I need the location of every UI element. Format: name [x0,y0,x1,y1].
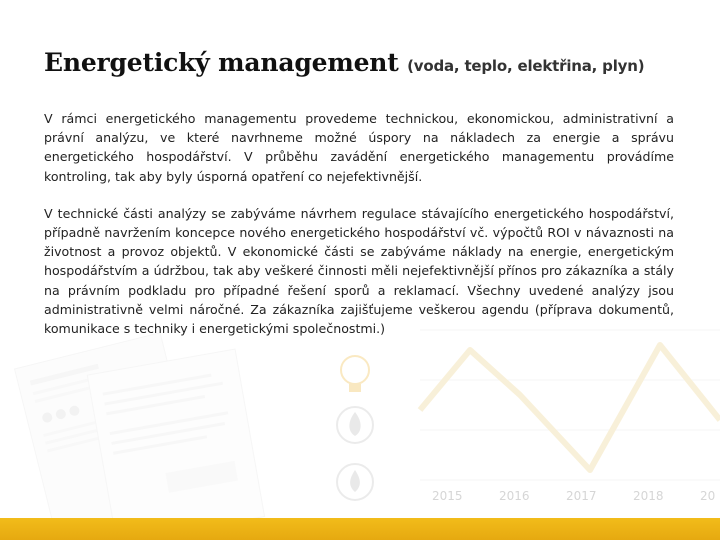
water-drop-icon [337,464,373,500]
year-label: 20 [700,489,716,503]
faded-documents [15,333,265,540]
paragraph: V rámci energetického managementu provedeme technickou, ekonomickou, administrativní a právní analýzu, ve které navrhneme možné úspory na nákladech za energie a správu energetického hospodářství. V průběhu zavádění energetického managementu provádíme kontroling, tak aby byly úsporná opatření co nejefektivnější. [44,111,674,184]
year-label: 2015 [432,489,463,503]
lightbulb-icon [341,356,369,392]
paragraph: V technické části analýzy se zabýváme návrhem regulace stávajícího energetického hospodářství, případně navržením koncepce nového energetického hospodářství vč. výpočtů ROI v návaznosti na životnost a provoz objektů. V ekonomické části se zabýváme náklady na energie, energetickým hospodářstvím a údržbou, tak aby veškeré činnosti měli nejefektivnější přínos pro zákazníka a stály na právním podkladu pro případné řešení sporů a reklamací. Všechny uvedené analýzy jsou administrativně velmi náročné. Za zákazníka zajišťujeme veškerou agendu (příprava dokumentů, komunikace s techniky i energetickými společnostmi.) [44,205,674,337]
year-label: 2016 [499,489,530,503]
title-main: Energetický management [44,48,399,77]
body-text [44,109,674,356]
title-subtitle: (voda, teplo, elektřina, plyn) [407,57,645,75]
accent-bar [0,518,720,540]
slide-title [44,48,644,77]
flame-icon [337,407,373,443]
year-label: 2017 [566,489,597,503]
year-label: 2018 [633,489,664,503]
